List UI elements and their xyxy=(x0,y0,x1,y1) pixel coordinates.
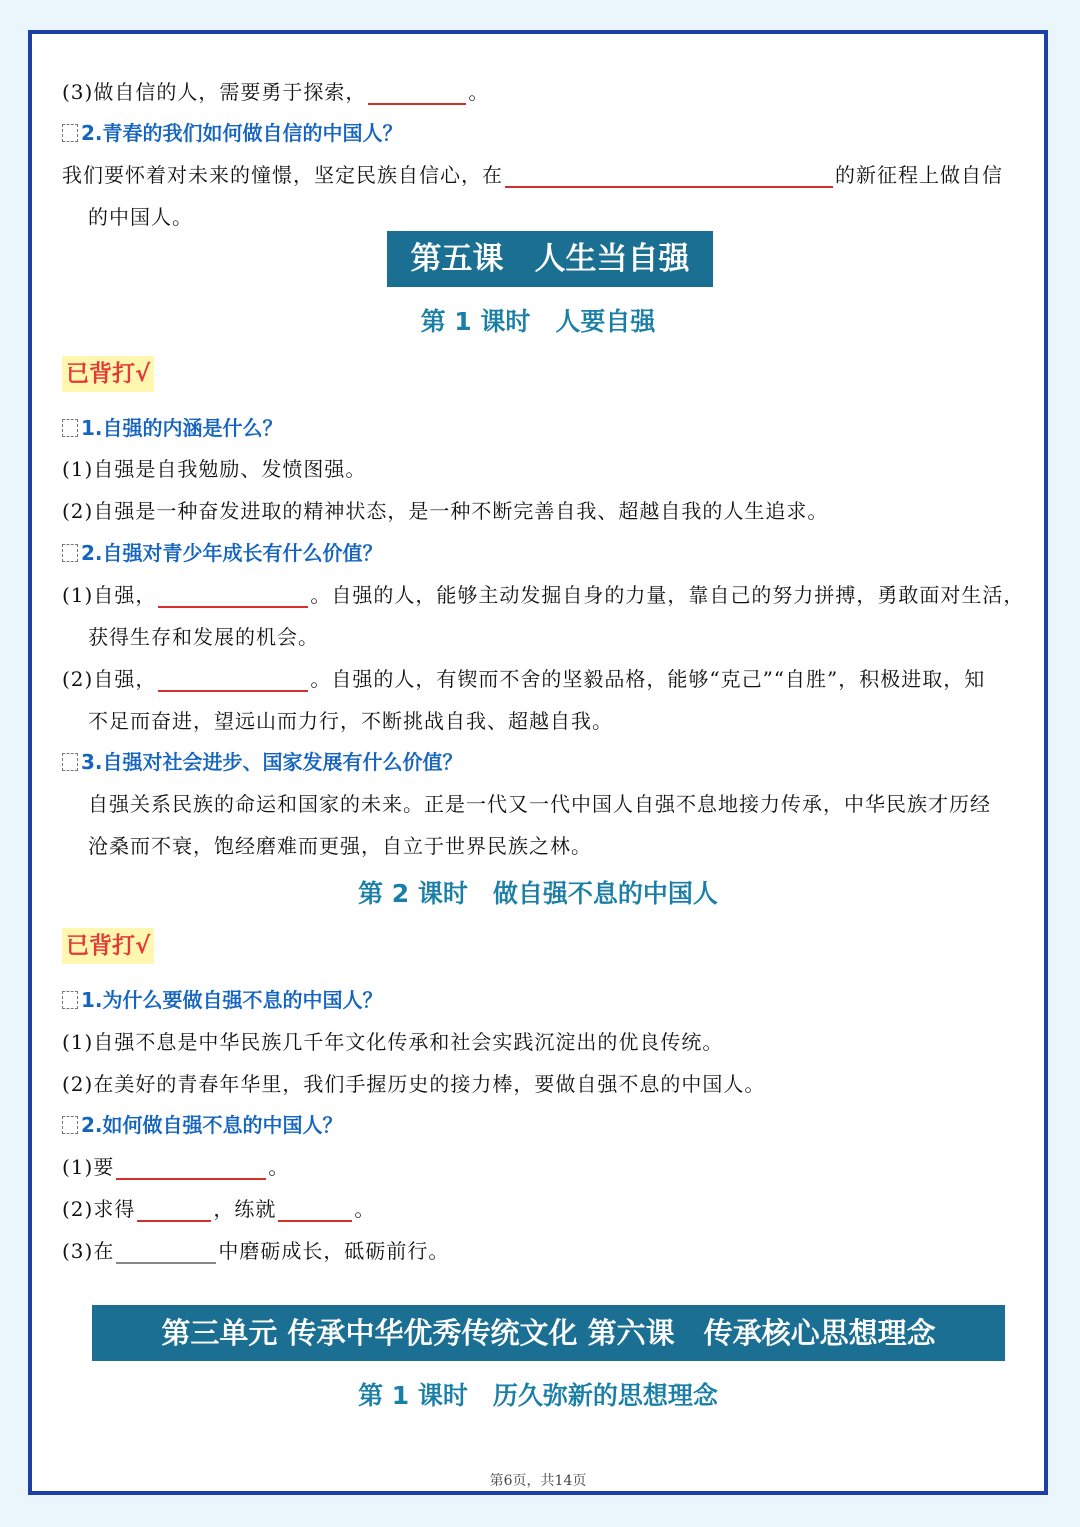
question-heading: 3.自强对社会进步、国家发展有什么价值？ xyxy=(62,749,463,775)
page-number: 第6页，共14页 xyxy=(489,1473,587,1489)
answer-line: 我们要怀着对未来的憧憬，坚定民族自信心，在 的新征程上做自信 xyxy=(62,163,1003,187)
checkbox[interactable] xyxy=(62,1116,78,1134)
top-item-3: (3)做自信的人，需要勇于探索， 。 xyxy=(62,80,490,104)
question-heading: 2.自强对青少年成长有什么价值？ xyxy=(62,540,383,566)
answer-line: (2)求得 ，练就 。 xyxy=(62,1197,376,1221)
checkbox[interactable] xyxy=(62,124,78,142)
answer-line: 获得生存和发展的机会。 xyxy=(88,625,319,649)
period-title: 第 2 课时 做自强不息的中国人 xyxy=(358,879,718,908)
answer-line: 不足而奋进，望远山而力行，不断挑战自我、超越自我。 xyxy=(88,709,613,733)
fill-blank[interactable] xyxy=(158,670,308,692)
answer-line: (2)自强， 。自强的人，有锲而不舍的坚毅品格，能够“克己”“自胜”，积极进取，知 xyxy=(62,667,986,691)
fill-blank[interactable] xyxy=(278,1200,352,1222)
answer-line: (1)自强， 。自强的人，能够主动发掘自身的力量，靠自己的努力拼搏，勇敢面对生活， xyxy=(62,583,1025,607)
memorized-mark: 已背打√ xyxy=(62,928,154,964)
answer-line: (1)自强不息是中华民族几千年文化传承和社会实践沉淀出的优良传统。 xyxy=(62,1030,724,1054)
fill-blank[interactable] xyxy=(158,586,308,608)
memorized-mark: 已背打√ xyxy=(62,356,154,392)
question-heading: 1.为什么要做自强不息的中国人？ xyxy=(62,987,383,1013)
answer-line: 自强关系民族的命运和国家的未来。正是一代又一代中国人自强不息地接力传承，中华民族才历经 xyxy=(88,792,991,816)
fill-blank[interactable] xyxy=(137,1200,211,1222)
checkbox[interactable] xyxy=(62,419,78,437)
checkbox[interactable] xyxy=(62,991,78,1009)
answer-line: (3)在 中磨砺成长，砥砺前行。 xyxy=(62,1239,450,1263)
answer-line: (2)在美好的青春年华里，我们手握历史的接力棒，要做自强不息的中国人。 xyxy=(62,1072,766,1096)
fill-blank[interactable] xyxy=(116,1158,266,1180)
unit-banner: 第三单元 传承中华优秀传统文化 第六课 传承核心思想理念 xyxy=(92,1305,1005,1361)
checkbox[interactable] xyxy=(62,544,78,562)
answer-line: (1)自强是自我勉励、发愤图强。 xyxy=(62,457,367,481)
checkbox[interactable] xyxy=(62,753,78,771)
answer-line: (2)自强是一种奋发进取的精神状态，是一种不断完善自我、超越自我的人生追求。 xyxy=(62,499,829,523)
period-title: 第 1 课时 人要自强 xyxy=(420,307,656,336)
period-title: 第 1 课时 历久弥新的思想理念 xyxy=(358,1381,718,1410)
answer-line: (1)要 。 xyxy=(62,1155,290,1179)
fill-blank[interactable] xyxy=(368,83,466,105)
fill-blank[interactable] xyxy=(116,1242,216,1264)
answer-line: 沧桑而不衰，饱经磨难而更强，自立于世界民族之林。 xyxy=(88,834,592,858)
fill-blank[interactable] xyxy=(505,166,833,188)
lesson-banner: 第五课 人生当自强 xyxy=(387,231,713,287)
question-heading: 2.青春的我们如何做自信的中国人？ xyxy=(62,120,403,146)
question-heading: 1.自强的内涵是什么？ xyxy=(62,415,283,441)
page-frame xyxy=(28,30,1048,1495)
answer-line: 的中国人。 xyxy=(88,205,193,229)
question-heading: 2.如何做自强不息的中国人？ xyxy=(62,1112,343,1138)
